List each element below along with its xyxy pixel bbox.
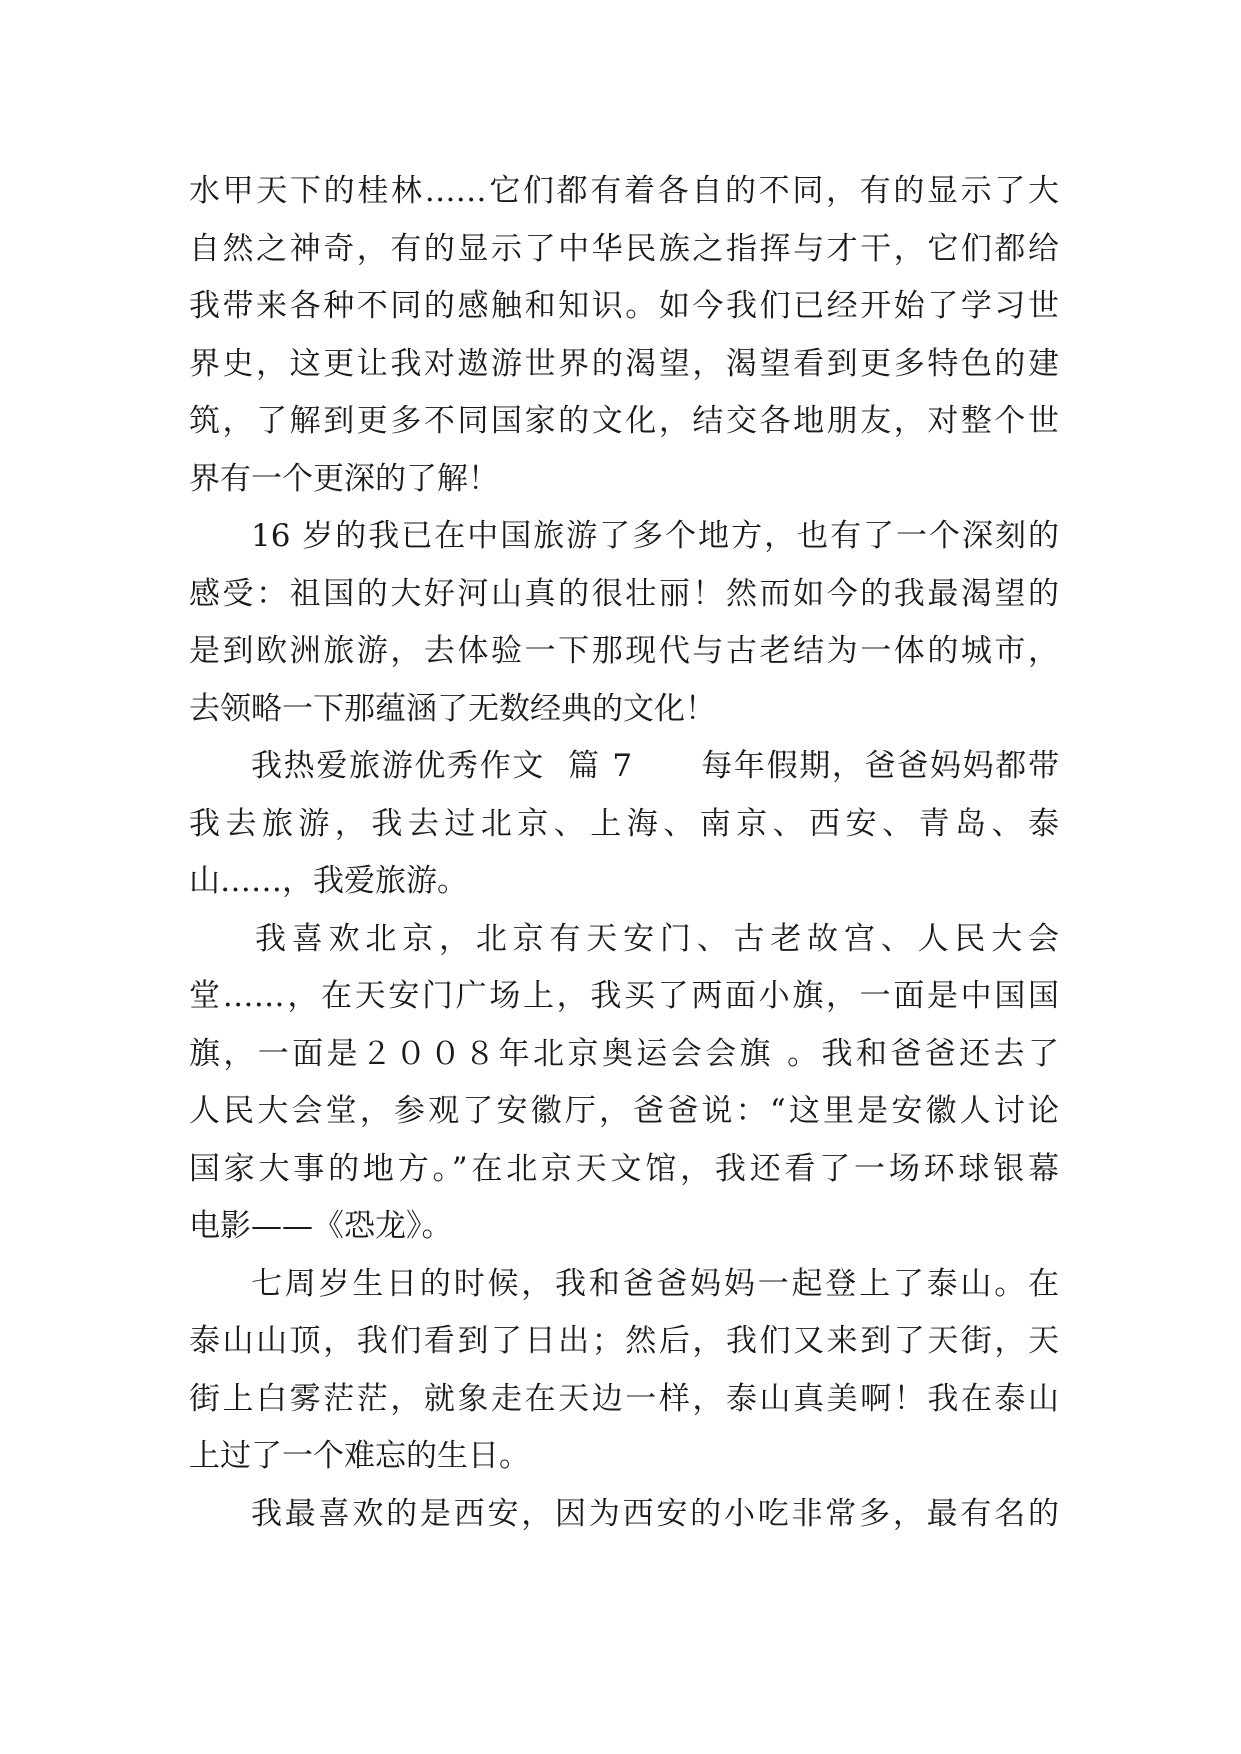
text-line: 我喜欢北京，北京有天安门、古老故宫、人民大会 (255, 920, 1059, 957)
text-line: 电影——《恐龙》。 (189, 1208, 453, 1244)
paragraph (189, 163, 1059, 508)
paragraph (189, 1486, 1059, 1544)
text-line: 我最喜欢的是西安，因为西安的小吃非常多，最有名的 (251, 1495, 1059, 1532)
text-line: 我热爱旅游优秀作文 篇 7 每年假期，爸爸妈妈都带 (251, 748, 1059, 784)
text-line: 感受：祖国的大好河山真的很壮丽！然而如今的我最渴望的 (189, 575, 1059, 612)
paragraph (189, 738, 1059, 911)
text-line: 七周岁生日的时候，我和爸爸妈妈一起登上了泰山。在 (251, 1265, 1059, 1302)
text-line: 筑，了解到更多不同国家的文化，结交各地朋友，对整个世 (189, 403, 1059, 439)
text-line: 我去旅游，我去过北京、上海、南京、西安、青岛、泰 (189, 805, 1059, 842)
text-line: 界有一个更深的了解！ (189, 460, 499, 497)
text-line: 旗，一面是２００８年北京奥运会会旗 。我和爸爸还去了 (189, 1035, 1059, 1072)
text-line: 泰山山顶，我们看到了日出；然后，我们又来到了天街，天 (189, 1323, 1059, 1359)
text-line: 街上白雾茫茫，就象走在天边一样，泰山真美啊！我在泰山 (189, 1380, 1059, 1417)
text-line: 堂……，在天安门广场上，我买了两面小旗，一面是中国国 (189, 978, 1059, 1014)
text-line: 山……，我爱旅游。 (189, 863, 468, 899)
text-line: 自然之神奇，有的显示了中华民族之指挥与才干，它们都给 (189, 230, 1059, 267)
paragraph (189, 911, 1059, 1256)
text-line: 上过了一个难忘的生日。 (189, 1438, 530, 1474)
text-line: 16 岁的我已在中国旅游了多个地方，也有了一个深刻的 (251, 518, 1059, 554)
paragraph (189, 1256, 1059, 1486)
text-line: 国家大事的地方。”在北京天文馆，我还看了一场环球银幕 (189, 1150, 1059, 1187)
text-line: 水甲天下的桂林……它们都有着各自的不同，有的显示了大 (189, 173, 1059, 209)
text-line: 是到欧洲旅游，去体验一下那现代与古老结为一体的城市， (189, 633, 1059, 669)
text-line: 界史，这更让我对遨游世界的渴望，渴望看到更多特色的建 (189, 345, 1059, 382)
text-line: 去领略一下那蕴涵了无数经典的文化！ (189, 690, 716, 727)
paragraph (189, 508, 1059, 738)
text-line: 我带来各种不同的感触和知识。如今我们已经开始了学习世 (189, 288, 1059, 324)
text-line: 人民大会堂，参观了安徽厅，爸爸说：“这里是安徽人讨论 (189, 1093, 1059, 1129)
document-body (189, 163, 1059, 1543)
